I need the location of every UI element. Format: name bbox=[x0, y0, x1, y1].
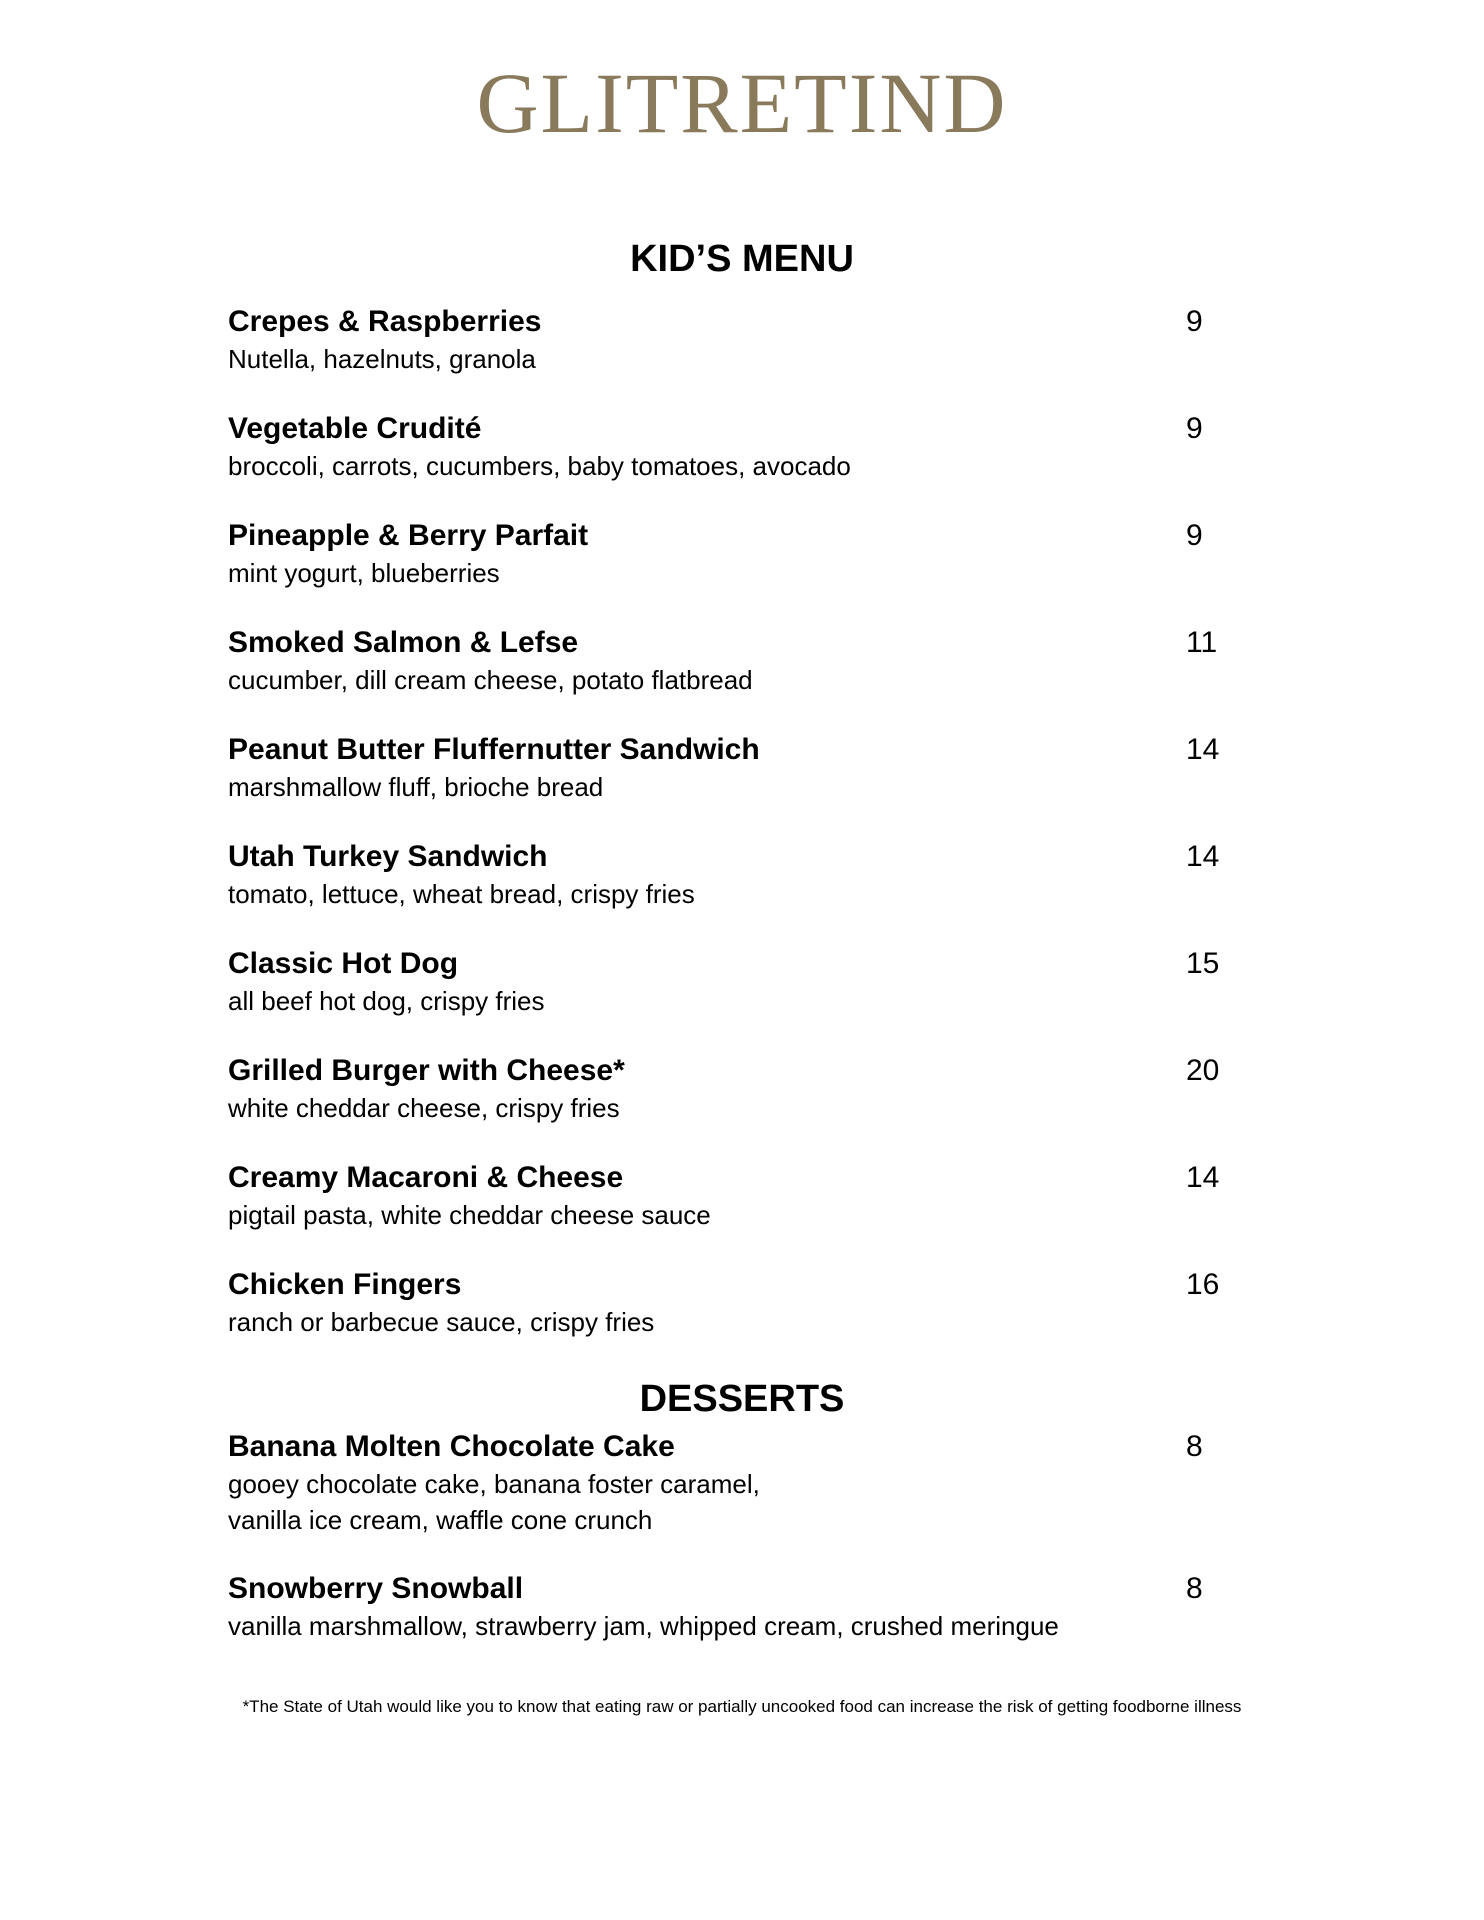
health-disclaimer: *The State of Utah would like you to know that eating raw or partially uncooked food can increase the risk of getting foodborne illness bbox=[242, 1697, 1242, 1716]
brand-logo: GLITRETIND bbox=[476, 55, 1008, 151]
item-price: 14 bbox=[1186, 1161, 1220, 1194]
item-price: 20 bbox=[1186, 1054, 1220, 1087]
item-description-line2: vanilla ice cream, waffle cone crunch bbox=[228, 1505, 653, 1535]
menu-item bbox=[228, 303, 1228, 410]
item-name: Chicken Fingers bbox=[228, 1268, 462, 1301]
item-name: Peanut Butter Fluffernutter Sandwich bbox=[228, 733, 760, 766]
item-description: marshmallow fluff, brioche bread bbox=[228, 772, 604, 802]
item-description: ranch or barbecue sauce, crispy fries bbox=[228, 1307, 655, 1337]
menu-item bbox=[228, 731, 1228, 838]
item-description: Nutella, hazelnuts, granola bbox=[228, 344, 536, 374]
item-name: Vegetable Crudité bbox=[228, 412, 482, 445]
dessert-item bbox=[228, 1570, 1228, 1660]
item-price: 11 bbox=[1186, 626, 1218, 659]
item-description: tomato, lettuce, wheat bread, crispy fries bbox=[228, 879, 695, 909]
menu-item bbox=[228, 1159, 1228, 1266]
item-price: 15 bbox=[1186, 947, 1220, 980]
menu-item bbox=[228, 838, 1228, 945]
menu-item bbox=[228, 1052, 1228, 1159]
item-name: Crepes & Raspberries bbox=[228, 305, 542, 338]
desserts-list bbox=[228, 1428, 1228, 1660]
menu-item bbox=[228, 624, 1228, 731]
menu-item bbox=[228, 517, 1228, 624]
item-name: Snowberry Snowball bbox=[228, 1572, 524, 1605]
item-price: 9 bbox=[1186, 412, 1203, 445]
item-description: white cheddar cheese, crispy fries bbox=[228, 1093, 620, 1123]
item-name: Utah Turkey Sandwich bbox=[228, 840, 548, 873]
item-description: cucumber, dill cream cheese, potato flatbread bbox=[228, 665, 753, 695]
kids-menu-list bbox=[228, 303, 1228, 1373]
menu-item bbox=[228, 1266, 1228, 1373]
item-name: Creamy Macaroni & Cheese bbox=[228, 1161, 624, 1194]
item-name: Banana Molten Chocolate Cake bbox=[228, 1430, 675, 1463]
item-description: mint yogurt, blueberries bbox=[228, 558, 500, 588]
item-price: 14 bbox=[1186, 733, 1220, 766]
item-description: pigtail pasta, white cheddar cheese sauce bbox=[228, 1200, 711, 1230]
menu-item bbox=[228, 945, 1228, 1052]
dessert-item bbox=[228, 1428, 1228, 1570]
item-description-line1: vanilla marshmallow, strawberry jam, whipped cream, crushed meringue bbox=[228, 1611, 1059, 1641]
item-name: Classic Hot Dog bbox=[228, 947, 459, 980]
desserts-heading: DESSERTS bbox=[639, 1378, 845, 1420]
item-description: broccoli, carrots, cucumbers, baby tomatoes, avocado bbox=[228, 451, 851, 481]
menu-item bbox=[228, 410, 1228, 517]
item-price: 14 bbox=[1186, 840, 1220, 873]
item-price: 8 bbox=[1186, 1572, 1203, 1605]
item-description-line1: gooey chocolate cake, banana foster caramel, bbox=[228, 1469, 760, 1499]
item-name: Grilled Burger with Cheese* bbox=[228, 1054, 625, 1087]
item-price: 16 bbox=[1186, 1268, 1220, 1301]
item-price: 9 bbox=[1186, 519, 1203, 552]
item-price: 8 bbox=[1186, 1430, 1203, 1463]
item-name: Smoked Salmon & Lefse bbox=[228, 626, 579, 659]
item-description: all beef hot dog, crispy fries bbox=[228, 986, 545, 1016]
item-price: 9 bbox=[1186, 305, 1203, 338]
item-name: Pineapple & Berry Parfait bbox=[228, 519, 589, 552]
kids-menu-heading: KID’S MENU bbox=[630, 238, 854, 280]
